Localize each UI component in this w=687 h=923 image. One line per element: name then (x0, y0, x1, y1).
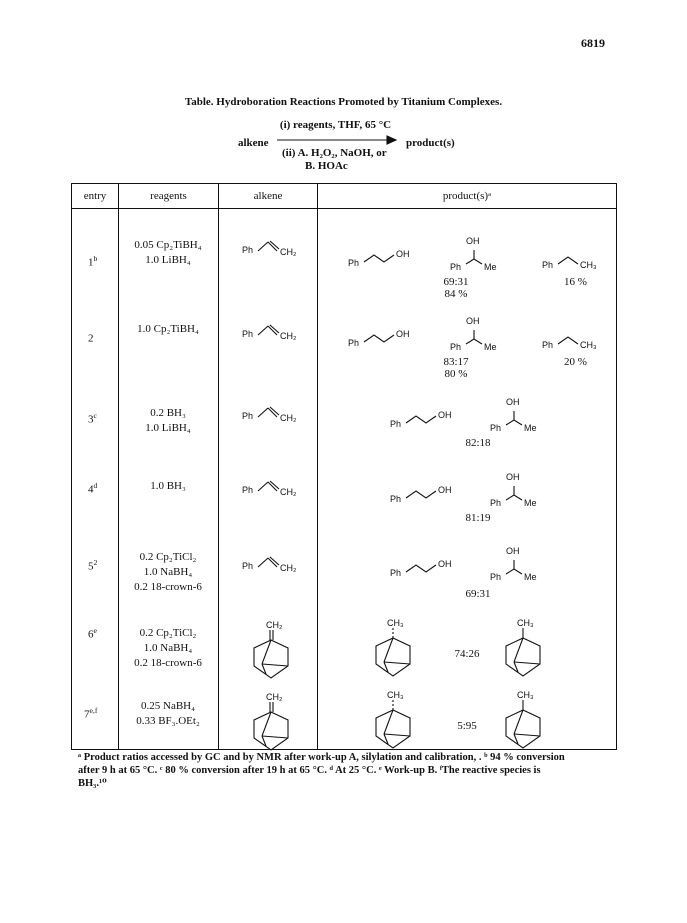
entry-number: 2 (88, 332, 94, 345)
footnote-line-3: BH₃.¹⁰ (78, 778, 107, 789)
scheme-step2b: B. HOAc (305, 160, 348, 172)
scheme-reactant: alkene (238, 137, 269, 149)
reagents-cell: 0.2 Cp₂TiCl₂ 1.0 NaBH₄ 0.2 18-crown-6 (134, 627, 202, 669)
product-ratio: 5:95 (457, 720, 477, 732)
header-reagents: reagents (150, 190, 187, 202)
side-product-yield: 16 % (564, 276, 587, 288)
product-ratio: 83:17 (443, 356, 469, 368)
products-row-7: CH₃ CH₃ 5:95 (372, 690, 572, 760)
scheme-step2a: (ii) A. H₂O₂, NaOH, or (282, 147, 387, 159)
product-ratio: 69:31 (465, 588, 491, 600)
entry-number: 7$^{e,f}$ (84, 706, 98, 721)
header-alkene: alkene (253, 190, 283, 202)
scheme-product: product(s) (406, 137, 455, 149)
products-row-1: Ph OH OH Ph Me Ph CH₃ 69:31 84 % 16 % (348, 236, 597, 300)
reagents-cell: 0.2 Cp₂TiCl₂ 1.0 NaBH₄ 0.2 18-crown-6 (134, 551, 202, 593)
reagents-cell: 1.0 BH₃ (150, 480, 186, 492)
products-row-5: Ph OH OH Ph Me 69:31 (390, 546, 537, 600)
entry-number: 4$^d$ (88, 481, 98, 496)
footnote-line-1: ᵃ Product ratios accessed by GC and by NMR after work-up A, silylation and calibration, . ᵇ 94 % conversion (78, 752, 565, 763)
table-footnote (78, 751, 618, 790)
reagents-cell: 0.05 Cp₂TiBH₄ 1.0 LiBH₄ (134, 239, 202, 266)
entry-number: 1$^b$ (88, 254, 98, 269)
data-table: entry reagents alkene product(s)ᵃ 1$^b$ 2 3$^c$ 4$^d$ $5^2$ 6e 7$^{e,f}$ 0.05 Cp₂TiBH₄ 1.0 LiBH₄ 1.0 Cp₂TiBH₄ 0.2 BH₃ 1.0 LiBH₄ 1.0 BH₃ 0.2 Cp₂TiCl₂ 1.0 NaBH₄ 0.2 18-crown-6 0.2 Cp₂TiCl₂ 1.0 NaBH₄ 0.2 18-crown-6 0.25 NaBH₄ 0.33 BF₃.OEt₂ Ph CH₂ Ph CH₂ Ph CH₂ Ph CH₂ Ph CH₂ CH₂ CH₂ Ph OH OH Ph Me Ph CH₃ 69:31 84 % 16 % Ph OH OH Ph Me Ph CH₃ 83:17 80 % 20 % Ph OH OH Ph Me 82:18 Ph OH OH Ph Me 81:19 Ph OH OH Ph Me 69:31 CH₃ CH₃ 74:26 CH₃ CH₃ 5:95 (71, 183, 617, 750)
table-title-text: Hydroboration Reactions Promoted by Titanium Complexes. (216, 96, 503, 108)
table-title-label: Table. (184, 96, 214, 108)
product-ratio: 81:19 (465, 512, 491, 524)
product-ratio: 69:31 (443, 276, 469, 288)
side-product-yield: 20 % (564, 356, 587, 368)
footnote-line-2: after 9 h at 65 °C. ᶜ 80 % conversion after 19 h at 65 °C. ᵈ At 25 °C. ᵉ Work-up B. ᶠThe reactive species is (78, 765, 541, 776)
product-ratio: 74:26 (454, 648, 480, 660)
reagents-cell: 1.0 Cp₂TiBH₄ (137, 323, 199, 335)
entry-number: 3$^c$ (88, 411, 97, 426)
product-yield: 84 % (444, 288, 468, 300)
reaction-arrow (275, 133, 400, 147)
scheme-step1: (i) reagents, THF, 65 °C (279, 119, 392, 131)
reagents-cell: 0.25 NaBH₄ 0.33 BF₃.OEt₂ (136, 700, 200, 727)
entry-number: $5^2$ (88, 558, 98, 573)
products-row-6: CH₃ CH₃ 74:26 (372, 618, 572, 688)
products-row-3: Ph OH OH Ph Me 82:18 (390, 397, 537, 449)
header-entry: entry (83, 190, 107, 202)
products-row-4: Ph OH OH Ph Me 81:19 (390, 472, 537, 524)
product-yield: 80 % (444, 368, 468, 380)
product-ratio: 82:18 (465, 437, 491, 449)
header-products: product(s)ᵃ (442, 190, 492, 202)
table-title (0, 96, 687, 108)
entry-number: 6e (88, 626, 97, 641)
reagents-cell: 0.2 BH₃ 1.0 LiBH₄ (145, 407, 191, 434)
page-number: 6819 (581, 36, 605, 50)
products-row-2: Ph OH OH Ph Me Ph CH₃ 83:17 80 % 20 % (348, 316, 597, 380)
